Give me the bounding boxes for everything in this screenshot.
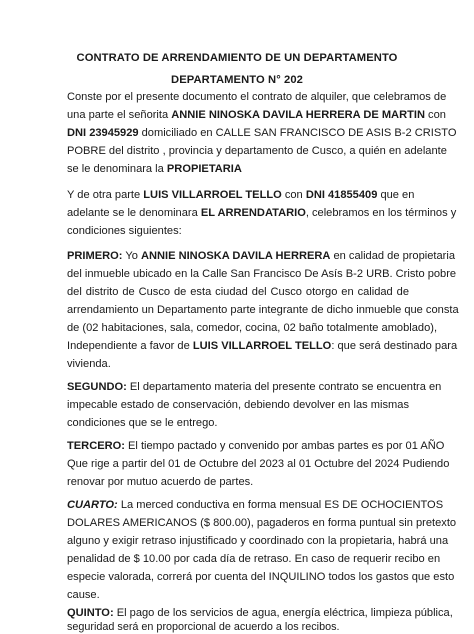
document-title: CONTRATO DE ARRENDAMIENTO DE UN DEPARTAMENTO <box>76 52 398 64</box>
text: en calidad de propietaria <box>330 250 455 262</box>
text: El tiempo pactado y convenido por ambas partes es por 01 AÑO <box>124 440 445 452</box>
primero-line-7: vivienda. <box>67 358 111 370</box>
text: se le denominara la <box>67 163 167 175</box>
text: domiciliado en CALLE SAN FRANCISCO DE ASIS B-2 CRISTO <box>138 127 457 139</box>
cuarto-line-4: penalidad de $ 10.00 por cada día de retraso. En caso de requerir recibo en <box>67 553 441 565</box>
text: una parte el señorita <box>67 109 172 121</box>
clause-label: SEGUNDO: <box>67 381 127 393</box>
clause-label: TERCERO: <box>67 440 125 452</box>
clause-label: QUINTO: <box>67 607 114 619</box>
owner-role: PROPIETARIA <box>166 163 242 175</box>
primero-line-4: arrendamiento un Departamento parte integrante de dicho inmueble que consta <box>67 304 459 316</box>
document-subtitle: DEPARTAMENTO N° 202 <box>171 74 303 86</box>
intro-line-2 <box>67 108 446 122</box>
clause-label: CUARTO: <box>67 499 118 511</box>
text: Y de otra parte <box>67 189 144 201</box>
intro-line-3 <box>67 126 457 140</box>
owner-name: ANNIE NINOSKA DAVILA HERRERA <box>140 250 331 262</box>
segundo-line-3: condiciones que se le entrego. <box>67 417 218 429</box>
primero-line-5: de (02 habitaciones, sala, comedor, cocina, 02 baño totalmente amoblado), <box>67 322 438 334</box>
cuarto-line-1 <box>67 498 444 512</box>
quinto-line-2: seguridad será en proporcional de acuerdo a los recibos. <box>67 621 340 633</box>
primero-line-1 <box>67 249 455 263</box>
text: adelante se le denominara <box>67 207 201 219</box>
text: , celebramos en los términos y <box>305 207 457 219</box>
intro-line-5 <box>67 162 409 176</box>
primero-line-2: del inmueble ubicado en la Calle San Francisco De Asís B-2 URB. Cristo pobre <box>67 268 457 280</box>
text: El departamento materia del presente contrato se encuentra en <box>126 381 442 393</box>
party-line-2 <box>67 206 457 220</box>
tenant-dni: DNI 41855409 <box>305 189 378 201</box>
text: El pago de los servicios de agua, energía eléctrica, limpieza pública, <box>113 607 453 619</box>
owner-dni: DNI 23945929 <box>67 127 139 139</box>
text: que en <box>377 189 415 201</box>
cuarto-line-6: cause. <box>67 589 100 601</box>
party-line-3: condiciones siguientes: <box>67 225 182 237</box>
party-line-1 <box>67 188 415 202</box>
owner-name: ANNIE NINOSKA DAVILA HERRERA DE MARTIN <box>171 109 425 121</box>
segundo-line-1 <box>67 380 442 394</box>
text: con <box>424 109 446 121</box>
primero-line-3: del distrito de Cusco de esta ciudad del Cusco otorgo en calidad de <box>67 286 409 298</box>
text: Yo <box>122 250 141 262</box>
intro-line-1: Conste por el presente documento el contrato de alquiler, que celebramos de <box>67 91 447 103</box>
text: : que será destinado para <box>331 340 458 352</box>
tercero-line-3: renovar por mutuo acuerdo de partes. <box>67 476 254 488</box>
tenant-name: LUIS VILLARROEL TELLO <box>143 189 282 201</box>
segundo-line-2: impecable estado de conservación, debiendo devolver en las mismas <box>67 399 409 411</box>
cuarto-line-3: alguno y exigir retraso injustificado y coordinado con la propietaria, habrá una <box>67 535 449 547</box>
text: La merced conductiva en forma mensual ES DE OCHOCIENTOS <box>117 499 444 511</box>
primero-line-6 <box>67 339 458 353</box>
intro-line-4: POBRE del distrito , provincia y departamento de Cusco, a quién en adelante <box>67 145 447 157</box>
tenant-name: LUIS VILLARROEL TELLO <box>192 340 332 352</box>
text: con <box>281 189 306 201</box>
clause-label: PRIMERO: <box>67 250 123 262</box>
tenant-role: EL ARRENDATARIO <box>200 207 306 219</box>
cuarto-line-2: DOLARES AMERICANOS ($ 800.00), pagaderos en forma puntual sin pretexto <box>67 517 457 529</box>
tercero-line-1 <box>67 439 445 453</box>
text: Independiente a favor de <box>67 340 193 352</box>
cuarto-line-5: especie valorada, correrá por cuenta del INQUILINO todos los gastos que esto <box>67 571 455 583</box>
quinto-line-1 <box>67 606 453 620</box>
tercero-line-2: Que rige a partir del 01 de Octubre del 2023 al 01 Octubre del 2024 Pudiendo <box>67 458 450 470</box>
